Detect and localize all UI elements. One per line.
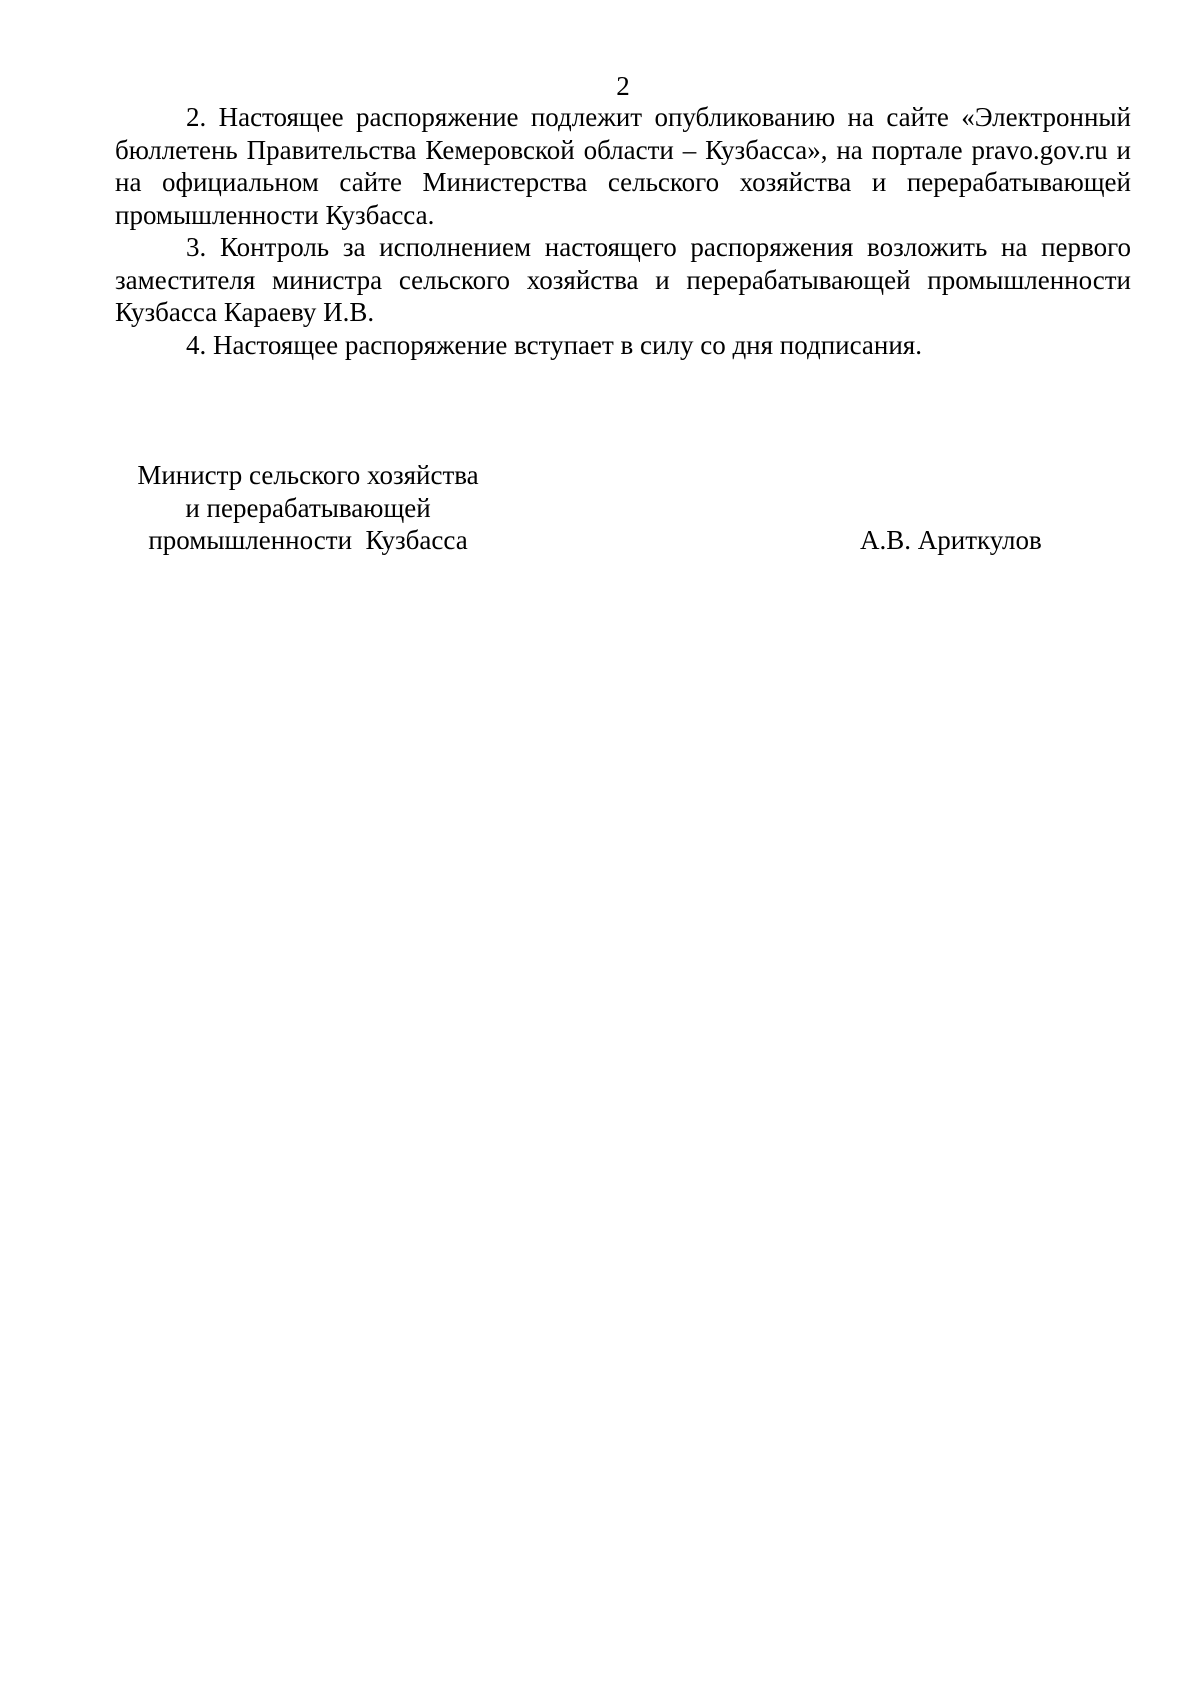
paragraph-control: 3. Контроль за исполнением настоящего распоряжения возложить на первого заместителя министра сельского хозяйства и перерабатывающей промышленности Кузбасса Караеву И.В. [115,232,1131,327]
document-body [115,101,1131,361]
paragraph-effective-date: 4. Настоящее распоряжение вступает в силу со дня подписания. [186,329,922,360]
signatory-title-line: промышленности Кузбасса [148,525,468,555]
signatory-title [108,459,508,557]
signatory-name: А.В. Ариткулов [860,525,1042,555]
signatory-title-line: и перерабатывающей [185,492,431,523]
page-number: 2 [616,71,630,101]
signatory-title-line: Министр сельского хозяйства [137,460,479,490]
paragraph-publication: 2. Настоящее распоряжение подлежит опубликованию на сайте «Электронный бюллетень Правительства Кемеровской области – Кузбасса», на портале pravo.gov.ru и на официальном сайте Министерства сельского хозяйства и перерабатывающей промышленности Кузбасса. [115,102,1131,230]
